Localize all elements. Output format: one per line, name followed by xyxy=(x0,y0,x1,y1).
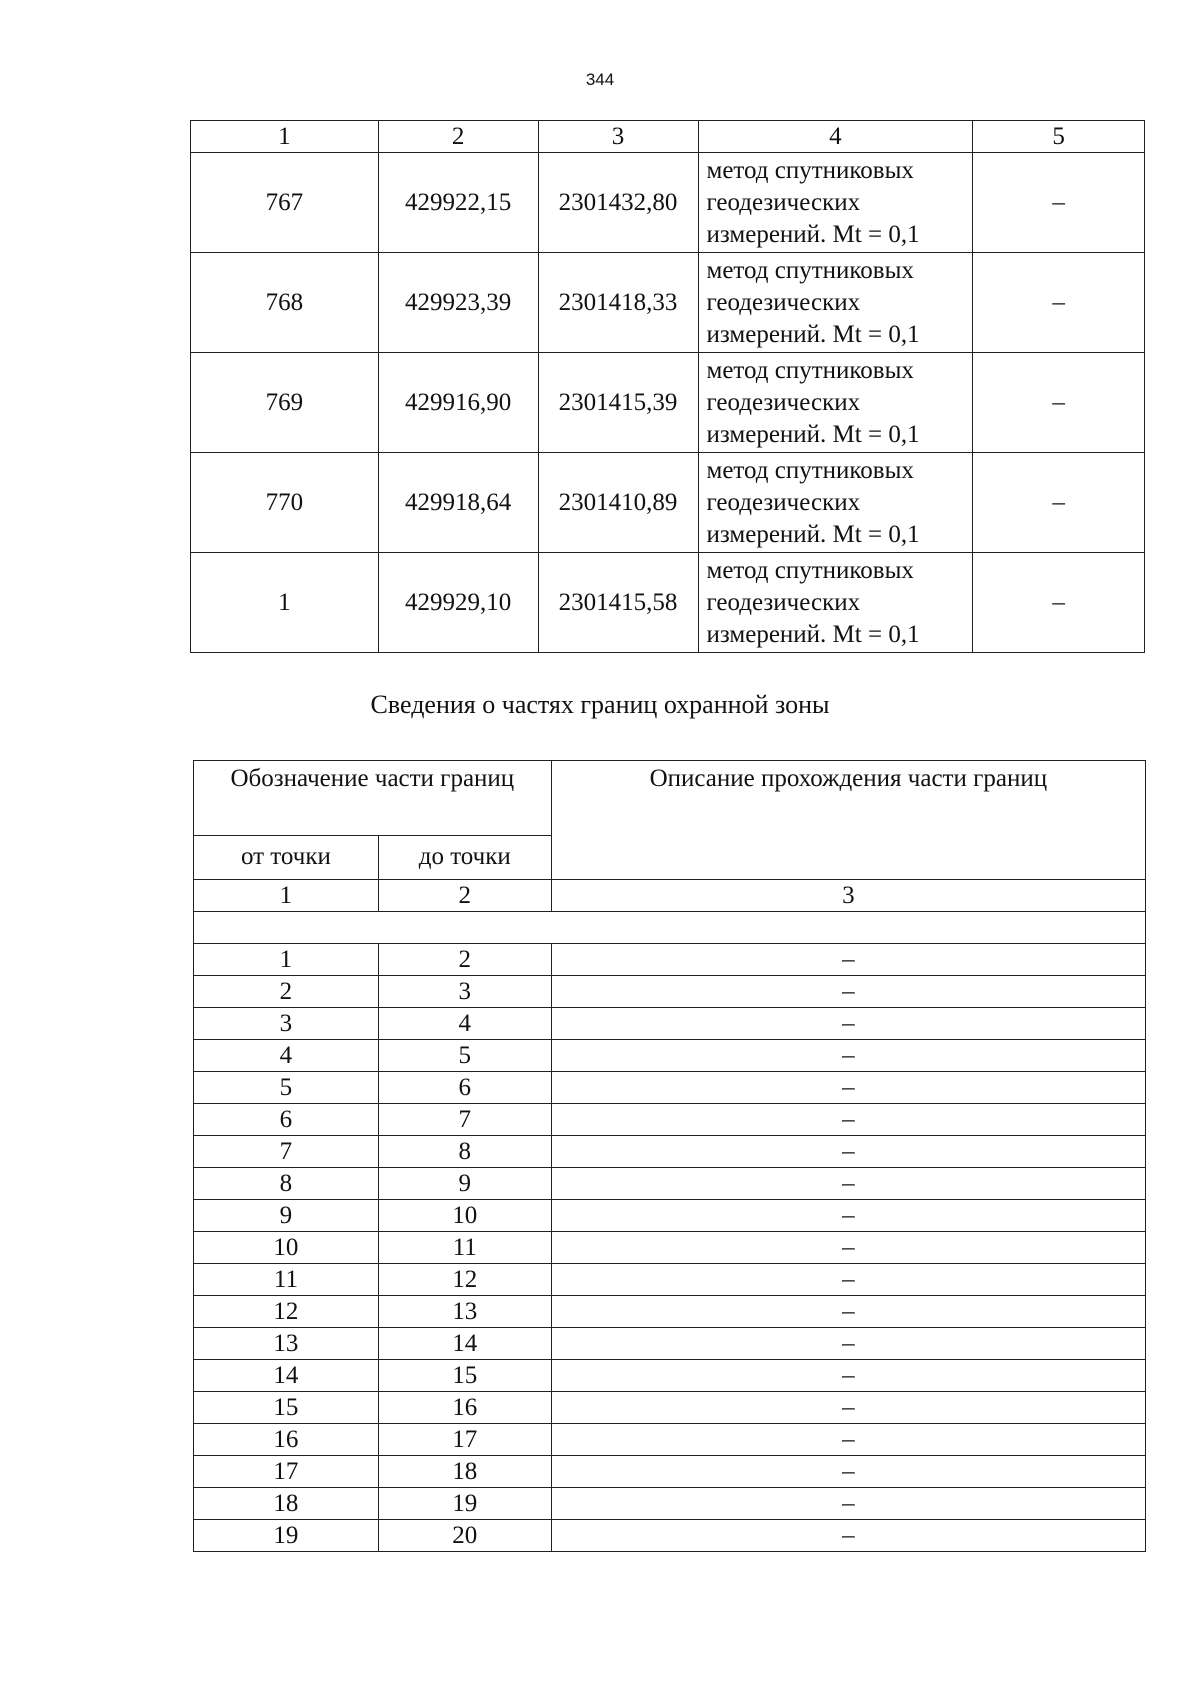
to-point-cell: 2 xyxy=(378,944,551,976)
from-point-cell: 19 xyxy=(194,1520,379,1552)
method-line: измерений. Mt = 0,1 xyxy=(706,520,920,548)
coordinates-row xyxy=(191,353,1145,453)
description-cell: – xyxy=(551,1296,1145,1328)
designation-header: Обозначение части границ xyxy=(194,761,552,836)
point-cell: 769 xyxy=(191,353,379,453)
coordinates-header-row xyxy=(191,121,1145,153)
from-point-cell: 17 xyxy=(194,1456,379,1488)
method-line: геодезических xyxy=(706,188,861,216)
description-cell: – xyxy=(551,1200,1145,1232)
method-line: геодезических xyxy=(706,388,861,416)
note-cell: – xyxy=(973,153,1145,253)
method-line: измерений. Mt = 0,1 xyxy=(706,420,920,448)
to-point-cell: 16 xyxy=(378,1392,551,1424)
x-coordinate-cell: 429923,39 xyxy=(378,253,538,353)
from-point-cell: 7 xyxy=(194,1136,379,1168)
x-coordinate-cell: 429918,64 xyxy=(378,453,538,553)
method-line: метод спутниковых xyxy=(706,356,914,384)
column-number: 3 xyxy=(551,880,1145,912)
to-point-cell: 14 xyxy=(378,1328,551,1360)
x-coordinate-cell: 429922,15 xyxy=(378,153,538,253)
blank-cell xyxy=(194,912,1146,944)
boundary-part-row xyxy=(194,1040,1146,1072)
coordinates-row xyxy=(191,553,1145,653)
from-point-cell: 13 xyxy=(194,1328,379,1360)
description-cell: – xyxy=(551,1008,1145,1040)
column-number: 1 xyxy=(194,880,379,912)
boundary-part-row xyxy=(194,1072,1146,1104)
coordinates-row xyxy=(191,453,1145,553)
column-number: 5 xyxy=(973,121,1145,153)
boundary-part-row xyxy=(194,1520,1146,1552)
description-cell: – xyxy=(551,1520,1145,1552)
point-cell: 1 xyxy=(191,553,379,653)
point-cell: 770 xyxy=(191,453,379,553)
boundary-part-row xyxy=(194,1104,1146,1136)
parts-blank-row xyxy=(194,912,1146,944)
boundary-part-row xyxy=(194,1296,1146,1328)
coordinates-table xyxy=(190,120,1145,653)
description-cell: – xyxy=(551,1264,1145,1296)
method-cell xyxy=(698,553,973,653)
from-point-cell: 18 xyxy=(194,1488,379,1520)
method-line: измерений. Mt = 0,1 xyxy=(706,620,920,648)
method-line: метод спутниковых xyxy=(706,456,914,484)
description-cell: – xyxy=(551,1360,1145,1392)
page-number: 344 xyxy=(585,70,615,89)
description-cell: – xyxy=(551,1040,1145,1072)
to-point-cell: 9 xyxy=(378,1168,551,1200)
boundary-part-row xyxy=(194,1360,1146,1392)
to-point-cell: 18 xyxy=(378,1456,551,1488)
from-point-header: от точки xyxy=(194,835,379,879)
description-cell: – xyxy=(551,976,1145,1008)
method-line: геодезических xyxy=(706,288,861,316)
boundary-part-row xyxy=(194,1136,1146,1168)
method-line: измерений. Mt = 0,1 xyxy=(706,320,920,348)
description-cell: – xyxy=(551,1328,1145,1360)
description-cell: – xyxy=(551,1168,1145,1200)
description-header: Описание прохождения части границ xyxy=(551,761,1145,880)
note-cell: – xyxy=(973,353,1145,453)
to-point-cell: 12 xyxy=(378,1264,551,1296)
to-point-cell: 10 xyxy=(378,1200,551,1232)
column-number: 4 xyxy=(698,121,973,153)
from-point-cell: 11 xyxy=(194,1264,379,1296)
description-cell: – xyxy=(551,1488,1145,1520)
column-number: 2 xyxy=(378,880,551,912)
from-point-cell: 8 xyxy=(194,1168,379,1200)
to-point-cell: 5 xyxy=(378,1040,551,1072)
y-coordinate-cell: 2301415,58 xyxy=(538,553,698,653)
note-cell: – xyxy=(973,553,1145,653)
from-point-cell: 1 xyxy=(194,944,379,976)
from-point-cell: 3 xyxy=(194,1008,379,1040)
from-point-cell: 10 xyxy=(194,1232,379,1264)
coordinates-row xyxy=(191,253,1145,353)
point-cell: 768 xyxy=(191,253,379,353)
from-point-cell: 9 xyxy=(194,1200,379,1232)
method-cell xyxy=(698,453,973,553)
y-coordinate-cell: 2301410,89 xyxy=(538,453,698,553)
from-point-cell: 16 xyxy=(194,1424,379,1456)
column-number: 2 xyxy=(378,121,538,153)
to-point-header: до точки xyxy=(378,835,551,879)
from-point-cell: 12 xyxy=(194,1296,379,1328)
method-cell xyxy=(698,353,973,453)
from-point-cell: 5 xyxy=(194,1072,379,1104)
method-line: геодезических xyxy=(706,588,861,616)
boundary-part-row xyxy=(194,1392,1146,1424)
boundary-part-row xyxy=(194,1200,1146,1232)
parts-header-row xyxy=(194,761,1146,836)
from-point-cell: 2 xyxy=(194,976,379,1008)
from-point-cell: 14 xyxy=(194,1360,379,1392)
description-cell: – xyxy=(551,1456,1145,1488)
column-number: 1 xyxy=(191,121,379,153)
to-point-cell: 13 xyxy=(378,1296,551,1328)
description-cell: – xyxy=(551,1072,1145,1104)
boundary-part-row xyxy=(194,1008,1146,1040)
boundary-part-row xyxy=(194,976,1146,1008)
from-point-cell: 15 xyxy=(194,1392,379,1424)
boundary-part-row xyxy=(194,1264,1146,1296)
method-cell xyxy=(698,253,973,353)
to-point-cell: 19 xyxy=(378,1488,551,1520)
boundary-part-row xyxy=(194,1328,1146,1360)
boundary-part-row xyxy=(194,1232,1146,1264)
description-cell: – xyxy=(551,1104,1145,1136)
coordinates-row xyxy=(191,153,1145,253)
boundary-part-row xyxy=(194,1424,1146,1456)
boundary-part-row xyxy=(194,1456,1146,1488)
to-point-cell: 3 xyxy=(378,976,551,1008)
to-point-cell: 8 xyxy=(378,1136,551,1168)
note-cell: – xyxy=(973,453,1145,553)
method-line: измерений. Mt = 0,1 xyxy=(706,220,920,248)
y-coordinate-cell: 2301432,80 xyxy=(538,153,698,253)
to-point-cell: 11 xyxy=(378,1232,551,1264)
method-line: метод спутниковых xyxy=(706,256,914,284)
boundary-part-row xyxy=(194,1168,1146,1200)
method-line: геодезических xyxy=(706,488,861,516)
from-point-cell: 4 xyxy=(194,1040,379,1072)
parts-column-numbers-row xyxy=(194,880,1146,912)
to-point-cell: 20 xyxy=(378,1520,551,1552)
note-cell: – xyxy=(973,253,1145,353)
to-point-cell: 7 xyxy=(378,1104,551,1136)
to-point-cell: 15 xyxy=(378,1360,551,1392)
method-line: метод спутниковых xyxy=(706,556,914,584)
column-number: 3 xyxy=(538,121,698,153)
description-cell: – xyxy=(551,1232,1145,1264)
boundary-part-row xyxy=(194,1488,1146,1520)
to-point-cell: 6 xyxy=(378,1072,551,1104)
from-point-cell: 6 xyxy=(194,1104,379,1136)
to-point-cell: 4 xyxy=(378,1008,551,1040)
x-coordinate-cell: 429916,90 xyxy=(378,353,538,453)
section-title: Сведения о частях границ охранной зоны xyxy=(370,690,830,719)
description-cell: – xyxy=(551,1424,1145,1456)
y-coordinate-cell: 2301418,33 xyxy=(538,253,698,353)
x-coordinate-cell: 429929,10 xyxy=(378,553,538,653)
point-cell: 767 xyxy=(191,153,379,253)
y-coordinate-cell: 2301415,39 xyxy=(538,353,698,453)
boundary-part-row xyxy=(194,944,1146,976)
description-cell: – xyxy=(551,944,1145,976)
description-cell: – xyxy=(551,1136,1145,1168)
boundary-parts-table xyxy=(193,760,1146,1552)
method-line: метод спутниковых xyxy=(706,156,914,184)
description-cell: – xyxy=(551,1392,1145,1424)
to-point-cell: 17 xyxy=(378,1424,551,1456)
method-cell xyxy=(698,153,973,253)
